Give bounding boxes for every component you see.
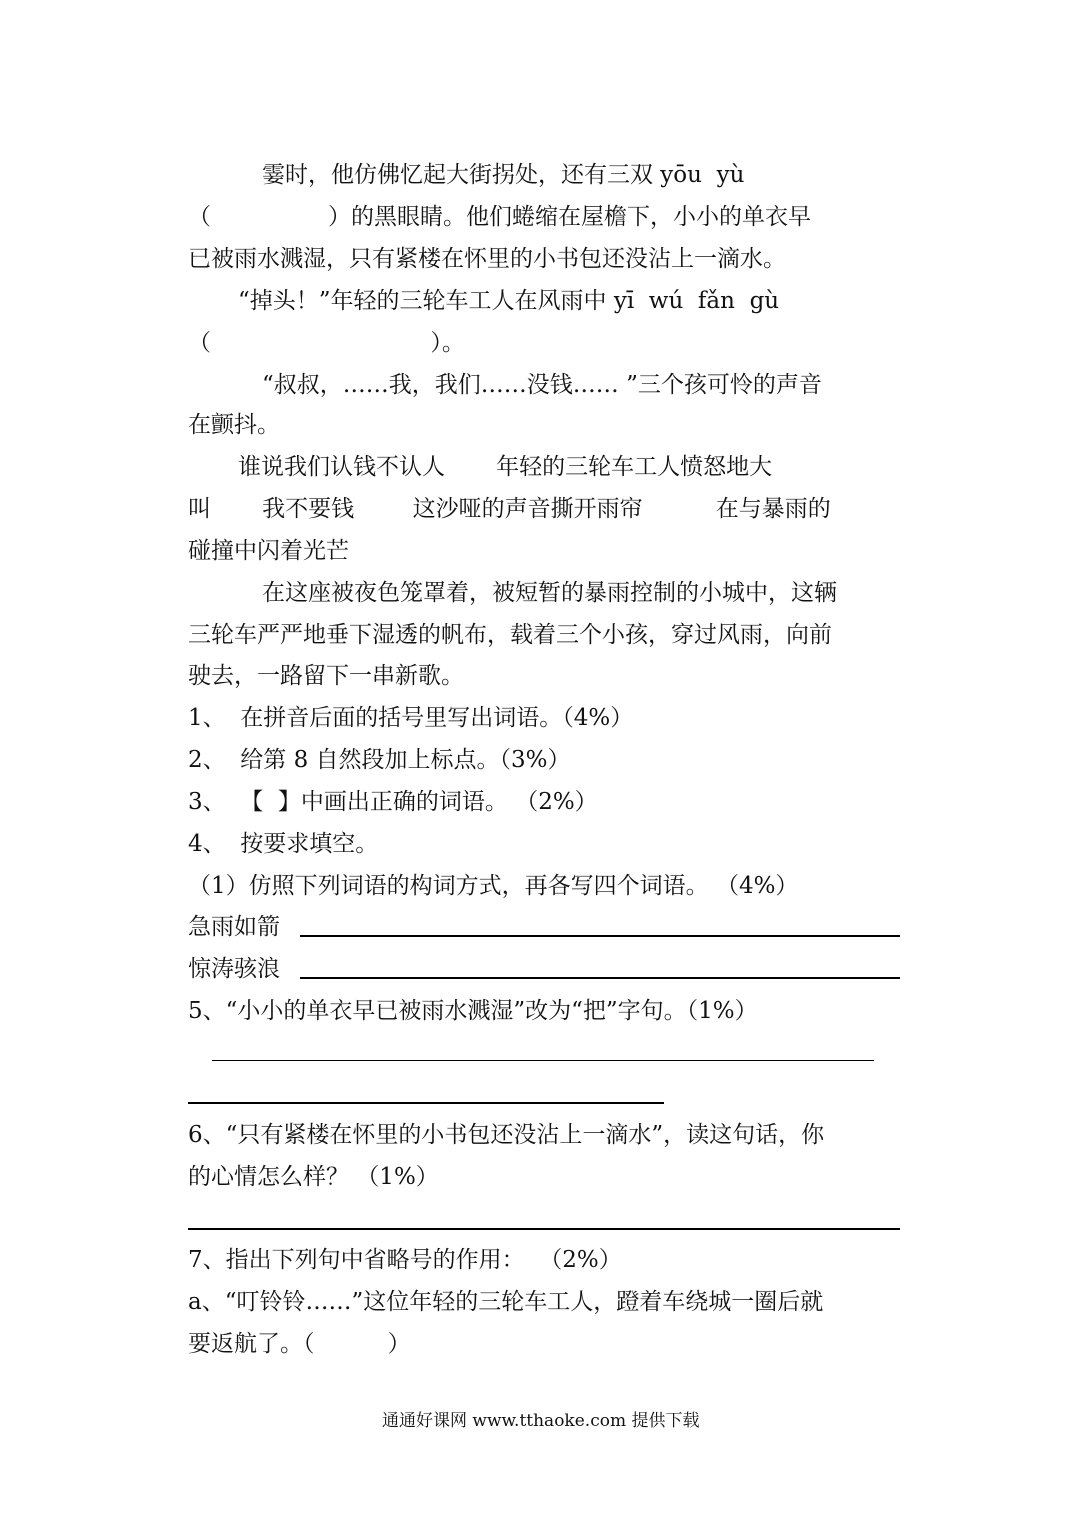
question-6-line1: 6、“只有紧楼在怀里的小书包还没沾上一滴水”，读这句话，你 — [188, 1122, 825, 1148]
question-3: 3、 【 】中画出正确的词语。 （2%） — [188, 789, 598, 815]
passage-p2-line1: “掉头！”年轻的三轮车工人在风雨中 yī wú fǎn gù — [238, 288, 780, 314]
passage-p4-line3: 碰撞中闪着光芒 — [188, 538, 349, 564]
passage-p1-line1: 霎时，他仿佛忆起大街拐处，还有三双 yōu yù — [262, 162, 745, 188]
q6-answer-line[interactable] — [188, 1228, 900, 1230]
passage-p5-line1: 在这座被夜色笼罩着，被短暂的暴雨控制的小城中，这辆 — [262, 580, 837, 606]
q4-example-word-2: 惊涛骇浪 — [188, 956, 280, 982]
q5-answer-line-1[interactable] — [212, 1060, 874, 1061]
passage-p3-line1: “叔叔，……我，我们……没钱…… ”三个孩可怜的声音 — [262, 372, 822, 398]
q5-answer-line-2[interactable] — [188, 1102, 664, 1104]
q4-answer-line-1[interactable] — [300, 935, 900, 937]
passage-p4-line2: 叫 我不要钱 这沙哑的声音撕开雨帘 在与暴雨的 — [188, 496, 831, 522]
question-2: 2、 给第 8 自然段加上标点。（3%） — [188, 747, 571, 773]
page-footer: 通通好课网 www.tthaoke.com 提供下载 — [382, 1411, 700, 1431]
question-4: 4、 按要求填空。 — [188, 831, 379, 857]
question-6-line2: 的心情怎么样？ （1%） — [188, 1164, 439, 1190]
passage-p2-line2: （ ）。 — [188, 330, 465, 356]
passage-p5-line3: 驶去，一路留下一串新歌。 — [188, 663, 464, 689]
question-5: 5、“小小的单衣早已被雨水溅湿”改为“把”字句。（1%） — [188, 998, 758, 1024]
question-4-1: （1）仿照下列词语的构词方式，再各写四个词语。 （4%） — [188, 873, 799, 899]
question-1: 1、 在拼音后面的括号里写出词语。（4%） — [188, 705, 634, 731]
passage-p1-line3: 已被雨水溅湿，只有紧楼在怀里的小书包还没沾上一滴水。 — [188, 246, 786, 272]
question-7: 7、指出下列句中省略号的作用： （2%） — [188, 1247, 622, 1273]
passage-p3-line2: 在颤抖。 — [188, 412, 280, 438]
q4-answer-line-2[interactable] — [300, 977, 900, 979]
passage-p4-line1: 谁说我们认钱不认人 年轻的三轮车工人愤怒地大 — [238, 454, 773, 480]
q4-example-word-1: 急雨如箭 — [188, 914, 280, 940]
passage-p5-line2: 三轮车严严地垂下湿透的帆布，载着三个小孩，穿过风雨，向前 — [188, 622, 832, 648]
passage-p1-line2: （ ）的黑眼睛。他们蜷缩在屋檐下，小小的单衣早 — [188, 204, 811, 230]
question-7a-line1: a、“叮铃铃……”这位年轻的三轮车工人，蹬着车绕城一圈后就 — [188, 1289, 824, 1315]
question-7a-line2: 要返航了。（ ） — [188, 1331, 411, 1357]
